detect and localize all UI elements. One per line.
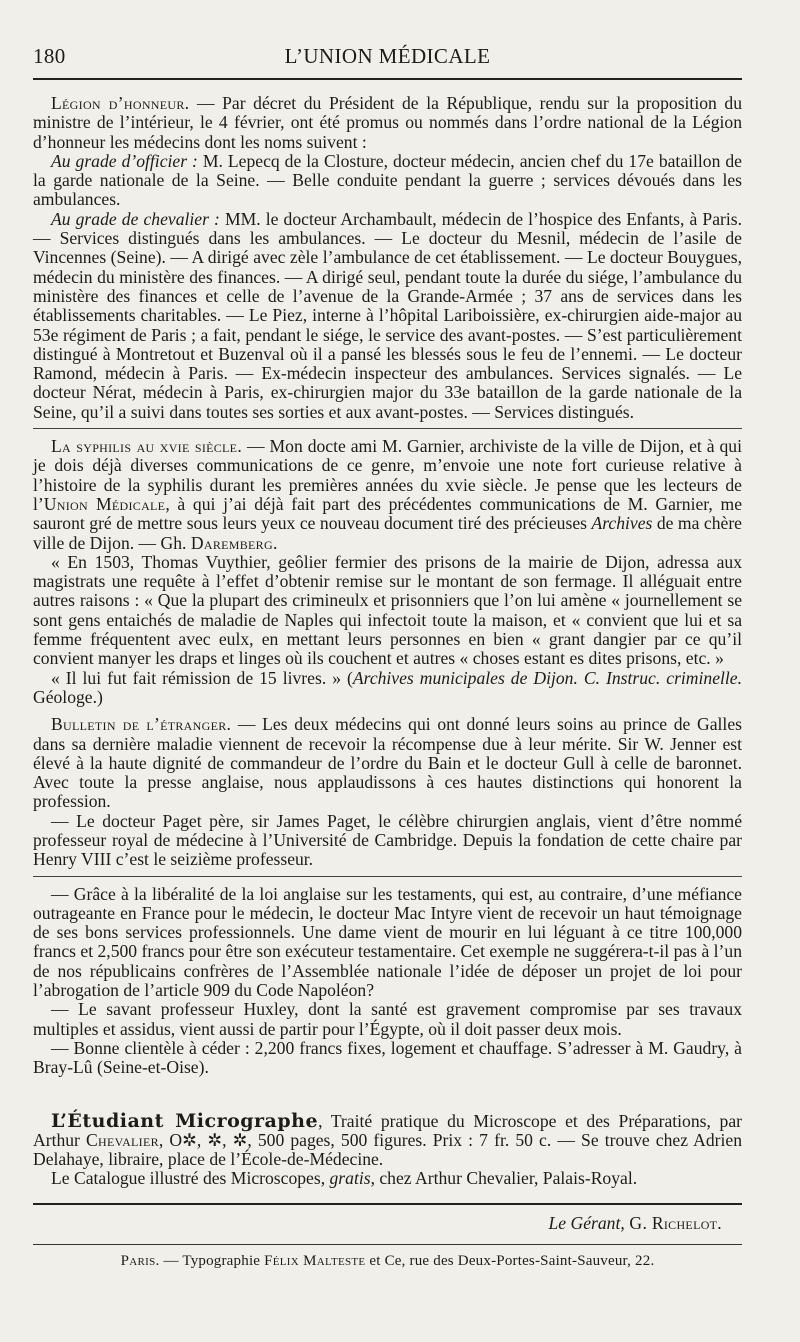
page-number: 180 xyxy=(33,44,66,68)
chevalier-paragraph xyxy=(33,210,742,422)
page-header xyxy=(33,44,742,78)
paget-paragraph: — Le docteur Paget père, sir James Paget, le célèbre chirurgien anglais, vient d’être nommé professeur royal de médecine à l’Université de Cambridge. Depuis la fondation de cette chaire par Henry VIII c’est le seizième professeur. xyxy=(33,810,742,870)
printer-line xyxy=(33,1253,742,1270)
officier-label: Au grade d’officier : xyxy=(51,150,198,171)
archives-word: Archives xyxy=(591,513,653,534)
syphilis-heading: La syphilis au xvie siècle. xyxy=(51,436,243,457)
printer-text: — Typographie xyxy=(159,1252,265,1269)
chevalier-text: MM. le docteur Archambault, médecin de l’hospice des Enfants, à Paris. — Services distingués dans les ambulances. — Le docteur du Mesnil, médecin de l’asile de Vincennes (Seine). — A dirigé avec zèle l’ambulance de cet établissement. — Le docteur Bouygues, médecin du ministère des finances. — A dirigé seul, pendant toute la durée du siége, l’ambulance du ministère des finances et celle de l’avenue de la Grande-Armée ; 37 ans de services dans les établissements charitables. — Le Piez, interne à l’hôpital Lariboissière, ex-chirurgien aide-major au 53e régiment de Paris ; a fait, pendant le siége, le service des avant-postes. — S’est particulièrement distingué à Montretout et Buzenval où il a pansé les blessés sous le feu de l’ennemi. — Le docteur Ramond, médecin à Paris. — Ex-médecin inspecteur des ambulances. Services signalés. — Le docteur Nérat, médecin à Paris, ex-chirurgien major du 33e bataillon de la garde nationale de la Seine, qu’il a suivi dans toutes ses sorties et aux avant-postes. — Services distingués. xyxy=(33,208,742,422)
bulletin-heading: Bulletin de l’étranger. xyxy=(51,714,232,735)
printer-address: et Ce, rue des Deux-Portes-Saint-Sauveur, 22. xyxy=(365,1252,655,1269)
journal-name: Union Médicale xyxy=(43,493,166,514)
ad-brand: L’Étudiant Micrographe xyxy=(51,1109,319,1132)
quote-paragraph-1: « En 1503, Thomas Vuythier, geôlier fermier des prisons de la mairie de Dijon, adressa aux magistrats une requête à l’effet d’obtenir remise sur le montant de son fermage. Il alléguait entre autres raisons : « Que la plupart des crimineulx et prisonniers que l’on lui amène « journellement se sont gens entaichés de maladie de Naples qui infectoit toute la maison, et « convient que lui et sa femme fréquentent avec eulx, en mettant leurs personnes en bien « grant dangier par ce qu’il convient manyer les draps et linges où ils couchent et autres « choses estant es dites prisons, etc. » xyxy=(33,551,742,669)
printer-city: Paris. xyxy=(120,1252,160,1269)
officier-text: M. Lepecq de la Closture, docteur médecin, ancien chef du 17e bataillon de la garde nationale de la Seine. — Belle conduite pendant la guerre ; services dévoués dans les ambulances. xyxy=(33,150,742,210)
section-divider xyxy=(33,428,742,429)
syphilis-text-2: , à qui j’ai déjà fait part des précédentes communications de M. Garnier, me sauront gré de mettre sous leurs yeux ce nouveau document tiré des précieuses xyxy=(33,493,743,534)
officier-paragraph xyxy=(33,152,742,210)
ad-paragraph xyxy=(33,1109,742,1170)
quote-text: « Il lui fut fait rémission de 15 livres. » ( xyxy=(51,667,353,688)
syphilis-paragraph xyxy=(33,437,742,553)
footer-rule xyxy=(33,1203,742,1205)
bulletin-paragraph xyxy=(33,715,742,811)
header-rule xyxy=(33,78,742,80)
author-signature: Daremberg xyxy=(190,532,273,553)
catalogue-paragraph xyxy=(33,1169,742,1188)
quote-end: Géologe.) xyxy=(33,686,103,707)
chevalier-label: Au grade de chevalier : xyxy=(51,208,220,229)
advertisement xyxy=(33,1109,742,1189)
article-body xyxy=(33,94,742,1189)
gerant-label: Le Gérant, xyxy=(548,1212,625,1233)
macintyre-paragraph: — Grâce à la libéralité de la loi anglaise sur les testaments, qui est, au contraire, d’une méfiance outrageante en France pour le médecin, le docteur Mac Intyre vient de recevoir un haut témoignage de ses bons services professionnels. Une dame vient de mourir en lui léguant à ce titre 100,000 francs et 2,500 francs pour être son exécuteur testamentaire. Cet exemple ne suggérera-t-il pas à l’un de nos républicains confrères de l’Assemblée nationale l’idée de déposer un projet de loi pour l’abrogation de l’article 909 du Code Napoléon? xyxy=(33,883,742,1001)
catalogue-text-1: Le Catalogue illustré des Microscopes, xyxy=(51,1168,330,1189)
catalogue-text-2: , chez Arthur Chevalier, Palais-Royal. xyxy=(370,1168,638,1189)
running-title: L’UNION MÉDICALE xyxy=(284,44,491,68)
clientele-paragraph: — Bonne clientèle à céder : 2,200 francs fixes, logement et chauffage. S’adresser à M. Gaudry, à Bray-Lû (Seine-et-Oise). xyxy=(33,1037,742,1078)
huxley-paragraph: — Le savant professeur Huxley, dont la santé est gravement compromise par ses travaux multiples et assidus, vient aussi de partir pour l’Égypte, où il doit passer deux mois. xyxy=(33,999,742,1039)
ad-author: Chevalier xyxy=(86,1129,159,1150)
syphilis-text-4: . xyxy=(272,532,278,553)
catalogue-gratis: gratis xyxy=(329,1168,371,1189)
printer-name: Félix Malteste xyxy=(264,1252,366,1269)
legion-heading: Légion d’honneur. xyxy=(51,93,190,113)
footer-rule-2 xyxy=(33,1244,742,1245)
quote-source: Archives municipales de Dijon. C. Instruc. criminelle. xyxy=(352,667,742,688)
gerant-name: G. Richelot. xyxy=(624,1212,722,1233)
syphilis-text-3: de ma chère ville de Dijon. — Gh. xyxy=(33,513,742,553)
gerant-line xyxy=(33,1213,742,1234)
bulletin-text: — Les deux médecins qui ont donné leurs soins au prince de Galles dans sa dernière maladie viennent de recevoir la récompense due à leur mérite. Sir W. Jenner est élevé à la haute dignité de commandeur de l’ordre du Bain et le docteur Gull à celle de baronnet. Avec toute la presse anglaise, nous applaudissons à ces hautes distinctions qui honorent la profession. xyxy=(33,714,742,812)
syphilis-text-1: — Mon docte ami M. Garnier, archiviste de la ville de Dijon, et à qui je dois déjà diverses communications de ce genre, m’envoie une note fort curieuse relative à l’histoire de la syphilis durant les premières années du xvie siècle. Je pense que les lecteurs de l’ xyxy=(33,436,742,514)
legion-text: — Par décret du Président de la République, rendu sur la proposition du ministre de l’intérieur, le 4 février, ont été promus ou nommés dans l’ordre national de la Légion d’honneur les médecins dont les noms suivent : xyxy=(33,93,742,152)
ad-text-1: , Traité pratique du Microscope et des Préparations, par Arthur xyxy=(33,1110,742,1150)
ad-text-2: , O✲, ✲, ✲, 500 pages, 500 figures. Prix : 7 fr. 50 c. — Se trouve chez Adrien Delahaye, libraire, place de l’École-de-Médecine. xyxy=(33,1129,742,1170)
section-divider-2 xyxy=(33,876,742,877)
legion-paragraph xyxy=(33,94,742,152)
quote-paragraph-2 xyxy=(33,669,742,708)
